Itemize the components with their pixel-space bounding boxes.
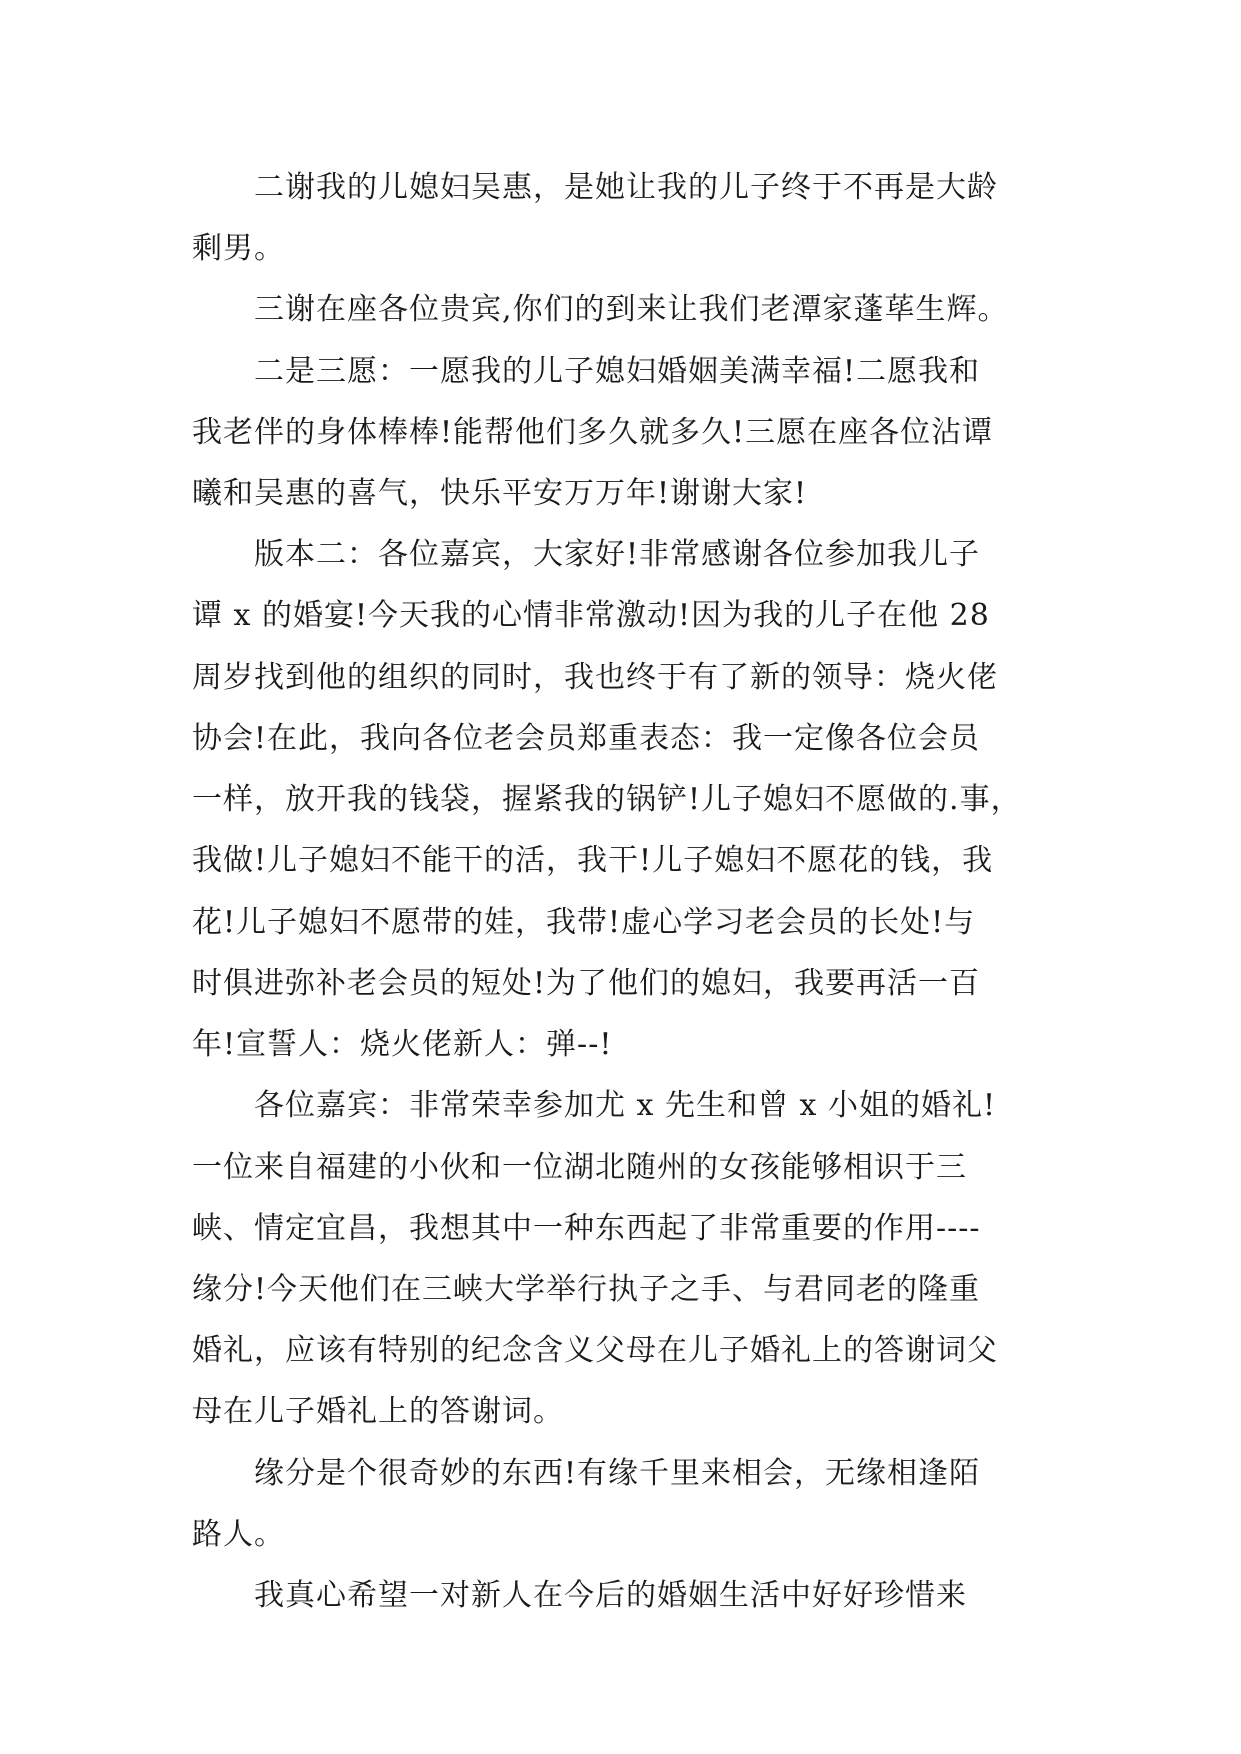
text-line: 谭 x 的婚宴!今天我的心情非常激动!因为我的儿子在他 28 [192,598,990,633]
text-line: 我老伴的身体棒棒!能帮他们多久就多久!三愿在座各位沾谭 [192,415,994,450]
text-line: 路人。 [192,1517,285,1552]
text-line: 婚礼，应该有特别的纪念含义父母在儿子婚礼上的答谢词父 [192,1333,998,1368]
text-line: 花!儿子媳妇不愿带的娃，我带!虚心学习老会员的长处!与 [192,905,976,940]
text-line: 剩男。 [192,231,285,266]
text-line: 缘分!今天他们在三峡大学举行执子之手、与君同老的隆重 [192,1272,981,1307]
text-line: 年!宣誓人：烧火佬新人：弹--! [192,1027,613,1062]
text-line: 母在儿子婚礼上的答谢词。 [192,1394,564,1429]
text-line: 周岁找到他的组织的同时，我也终于有了新的领导：烧火佬 [192,660,998,695]
text-line: 峡、情定宜昌，我想其中一种东西起了非常重要的作用---- [192,1211,981,1246]
text-line: 缘分是个很奇妙的东西!有缘千里来相会，无缘相逢陌 [254,1456,981,1491]
text-line: 一位来自福建的小伙和一位湖北随州的女孩能够相识于三 [192,1150,967,1185]
text-line: 版本二：各位嘉宾，大家好!非常感谢各位参加我儿子 [254,537,981,572]
text-line: 我真心希望一对新人在今后的婚姻生活中好好珍惜来 [254,1578,967,1613]
text-line: 一样，放开我的钱袋，握紧我的锅铲!儿子媳妇不愿做的.事， [192,782,1022,817]
text-line: 协会!在此，我向各位老会员郑重表态：我一定像各位会员 [192,721,981,756]
text-line: 我做!儿子媳妇不能干的活，我干!儿子媳妇不愿花的钱，我 [192,843,994,878]
text-line: 各位嘉宾：非常荣幸参加尤 x 先生和曾 x 小姐的婚礼! [254,1088,997,1123]
text-line: 时俱进弥补老会员的短处!为了他们的媳妇，我要再活一百 [192,966,981,1001]
text-line: 二谢我的儿媳妇吴惠，是她让我的儿子终于不再是大龄 [254,170,998,205]
text-line: 三谢在座各位贵宾,你们的到来让我们老潭家蓬荜生辉。 [254,292,1009,327]
text-line: 二是三愿：一愿我的儿子媳妇婚姻美满幸福!二愿我和 [254,354,981,389]
text-line: 曦和吴惠的喜气，快乐平安万万年!谢谢大家! [192,476,808,511]
